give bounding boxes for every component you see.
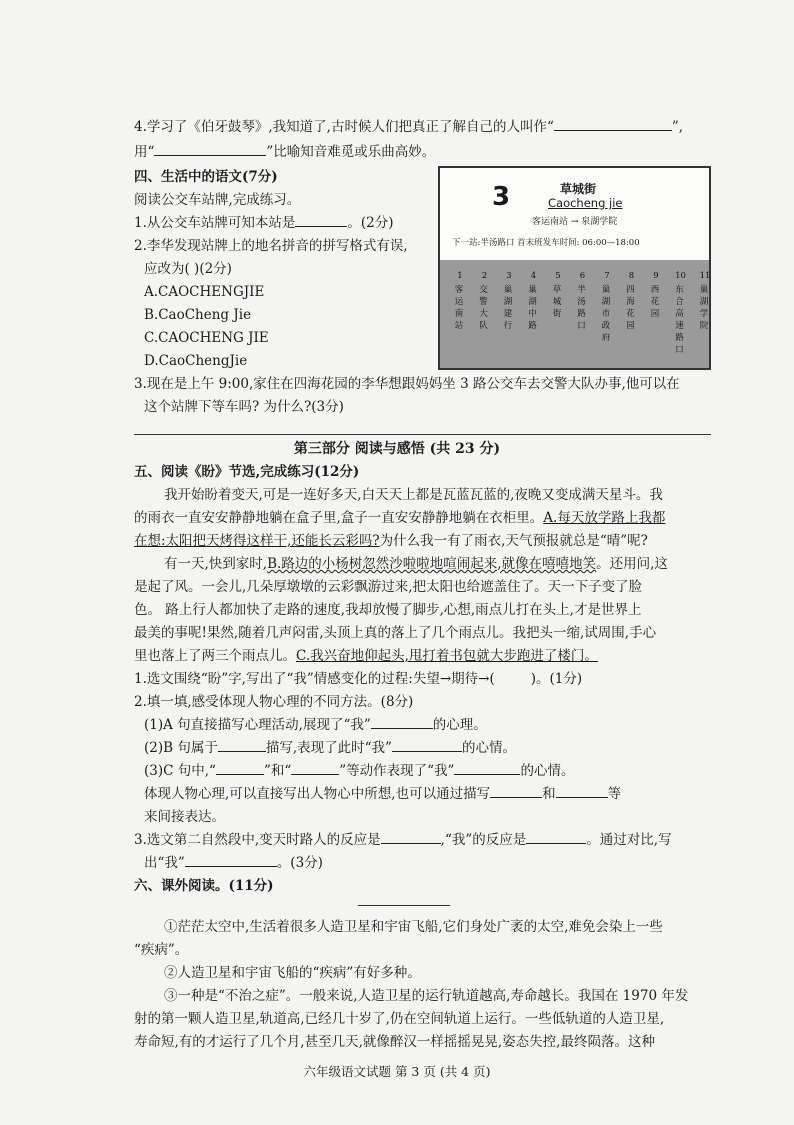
q4-blank-2[interactable] (154, 143, 266, 156)
passage6-line5: 射的第一颗人造卫星,轨道高,已经几十岁了,仍在空间轨道上运行。一些低轨道的人造卫星, (134, 1011, 665, 1027)
stop-label: 客运南站 (454, 285, 464, 331)
stop-8 (626, 270, 638, 332)
q4-line1: 4.学习了《伯牙鼓琴》,我知道了,古时候人们把真正了解自己的人叫作“ ”, (134, 119, 684, 135)
section5-q2-3: (3)C 句中,“ ”和“ ”等动作表现了“我” 的心情。 (144, 763, 575, 779)
stop-label: 巢湖市政府 (601, 285, 611, 343)
q2-4-blank-2[interactable] (556, 785, 608, 798)
sentence-c: C.我兴奋地仰起头,甩打着书包就大步跑进了楼门。 (296, 648, 598, 664)
stop-label: 巢湖学院 (699, 285, 709, 331)
sentence-a-part2: 在想:太阳把天烤得这样干,还能长云彩吗? (134, 533, 380, 549)
q4-line2: 用“ ”比喻知音难觅或乐曲高妙。 (134, 144, 436, 160)
section6-heading: 六、课外阅读。(11分) (134, 878, 274, 894)
q2-4-blank-1[interactable] (490, 785, 542, 798)
passage5-line4: 有一天,快到家时,B.路边的小杨树忽然沙啦啦地喧闹起来,就像在嘻嘻地笑。还用问,这 (164, 556, 668, 572)
passage6-line3: ②人造卫星和宇宙飞船的“疾病”有好多种。 (164, 965, 421, 981)
stop-7 (601, 270, 613, 344)
stop-5 (552, 270, 564, 320)
q3-blank-3[interactable] (185, 854, 277, 867)
passage6-line2: “疾病”。 (134, 942, 189, 958)
stop-number: 4 (530, 271, 537, 281)
stop-number: 10 (675, 271, 686, 281)
q4-blank-1[interactable] (554, 118, 672, 131)
stop-label: 东合高速路口 (675, 285, 684, 355)
q2-1-blank[interactable] (371, 716, 433, 729)
q2-2-blank-2[interactable] (392, 739, 462, 752)
passage5-line5: 是起了风。一会儿,几朵厚墩墩的云彩飘游过来,把太阳也给遮盖住了。天一下子变了脸 (134, 579, 643, 595)
next-stop-info: 下一站:半汤路口 首末班发车时间: 06:00—18:00 (452, 238, 640, 248)
stop-list (440, 260, 709, 368)
section4-q1: 1.从公交车站牌可知本站是 。(2分) (134, 215, 394, 231)
stop-label: 西花园 (650, 285, 660, 319)
route-number: 3 (492, 182, 511, 212)
stop-number: 8 (628, 271, 635, 281)
option-a[interactable]: A.CAOCHENGJIE (144, 284, 265, 300)
part3-title: 第三部分 阅读与感悟 (共 23 分) (293, 441, 501, 457)
passage6-line4: ③一种是“不治之症”。一般来说,人造卫星的运行轨道越高,寿命越长。我国在 1970 年发 (164, 988, 689, 1004)
stop-number: 1 (457, 271, 463, 281)
passage5-line1: 我开始盼着变天,可是一连好多天,白天天上都是瓦蓝瓦蓝的,夜晚又变成满天星斗。我 (164, 487, 663, 503)
section4-q1-blank[interactable] (295, 214, 347, 227)
sign-header (440, 168, 709, 258)
stop-number: 6 (579, 271, 586, 281)
stop-10 (675, 270, 687, 356)
stop-number: 7 (604, 271, 610, 281)
section5-q3-cont: 出“我” 。(3分) (144, 855, 323, 871)
passage5-line8: 里也落上了两三个雨点儿。C.我兴奋地仰起头,甩打着书包就大步跑进了楼门。 (134, 648, 598, 664)
route-direction: 客运南站 → 泉湖学院 (532, 217, 618, 227)
q2-3-blank-1[interactable] (216, 762, 264, 775)
section4-q2-line2: 应改为( )(2分) (144, 261, 232, 277)
stop-number: 11 (699, 271, 711, 281)
section5-q2: 2.填一填,感受体现人物心理的不同方法。(8分) (134, 694, 414, 710)
stop-2 (479, 270, 491, 332)
stop-number: 3 (506, 271, 512, 281)
section5-q2-2: (2)B 句属于 描写,表现了此时“我” 的心情。 (144, 740, 516, 756)
stop-name: 草城街 (560, 182, 597, 196)
q3-blank-2[interactable] (526, 831, 586, 844)
stop-number: 5 (555, 271, 561, 281)
page-footer: 六年级语文试题 第 3 页 (共 4 页) (303, 1064, 491, 1079)
stop-label: 半汤路口 (577, 285, 586, 331)
stop-1 (454, 270, 466, 332)
option-d[interactable]: D.CaoChengJie (144, 353, 248, 369)
stop-number: 9 (653, 271, 659, 281)
sentence-a-part1: A.每天放学路上我都 (543, 510, 666, 526)
q3-blank-1[interactable] (381, 831, 441, 844)
stop-label: 交警大队 (479, 285, 488, 331)
section5-q2-4: 体现人物心理,可以直接写出人物心中所想,也可以通过描写 和 等 (144, 786, 622, 802)
stop-4 (528, 270, 540, 332)
section5-heading: 五、阅读《盼》节选,完成练习(12分) (134, 464, 360, 480)
q2-3-blank-2[interactable] (291, 762, 339, 775)
section5-q2-5: 来间接表达。 (144, 809, 225, 825)
passage6-line6: 寿命短,有的才运行了几个月,甚至几天,就像醉汉一样摇摇晃晃,姿态失控,最终陨落。这种 (134, 1034, 655, 1050)
passage5-line7: 最美的事呢!果然,随着几声闷雷,头顶上真的落上了几个雨点儿。我把头一缩,试周围,手心 (134, 625, 657, 641)
stop-label: 四海花园 (626, 285, 635, 331)
stop-number: 2 (481, 271, 488, 281)
stop-11 (699, 270, 711, 332)
passage5-line2: 的雨衣一直安安静静地躺在盒子里,盒子一直安安静静地躺在衣柜里。A.每天放学路上我都 (134, 510, 666, 526)
passage5-line3: 在想:太阳把天烤得这样干,还能长云彩吗?为什么我一有了雨衣,天气预报就总是“晴”呢? (134, 533, 648, 549)
option-b[interactable]: B.CaoCheng Jie (144, 307, 252, 323)
stop-6 (577, 270, 589, 332)
stop-label: 草城街 (552, 285, 562, 319)
section4-q3-line1: 3.现在是上午 9:00,家住在四海花园的李华想跟妈妈坐 3 路公交车去交警大队办事,他可以在 (134, 376, 680, 392)
section5-q1: 1.选文围绕“盼”字,写出了“我”情感变化的过程:失望→期待→( )。(1分) (134, 671, 583, 687)
section4-intro: 阅读公交车站牌,完成练习。 (134, 192, 301, 208)
sentence-b: B.路边的小杨树忽然沙啦啦地喧闹起来,就像在嘻嘻地笑 (267, 556, 597, 572)
bus-stop-sign (438, 166, 711, 370)
passage5-line6: 色。 路上行人都加快了走路的速度,我却放慢了脚步,心想,雨点儿打在头上,才是世界上 (134, 602, 642, 618)
section4-q3-line2: 这个站牌下等车吗? 为什么?(3分) (144, 399, 344, 415)
section4-heading: 四、生活中的语文(7分) (134, 169, 278, 185)
stop-label: 巢湖中路 (528, 285, 537, 331)
q2-2-blank-1[interactable] (218, 739, 266, 752)
q2-3-blank-3[interactable] (454, 762, 520, 775)
passage6-line1: ①茫茫太空中,生活着很多人造卫星和宇宙飞船,它们身处广袤的太空,难免会染上一些 (164, 919, 663, 935)
section5-q2-1: (1)A 句直接描写心理活动,展现了“我” 的心理。 (144, 717, 487, 733)
stop-label: 巢湖建行 (503, 285, 513, 331)
divider-line (134, 434, 711, 435)
title-blank-line[interactable] (358, 905, 450, 906)
stop-3 (503, 270, 515, 332)
stop-9 (650, 270, 662, 320)
option-c[interactable]: C.CAOCHENG JIE (144, 330, 269, 346)
stop-pinyin: Caocheng jie (548, 196, 623, 210)
section5-q3: 3.选文第二自然段中,变天时路人的反应是 ,“我”的反应是 。通过对比,写 (134, 832, 672, 848)
section4-q2-line1: 2.李华发现站牌上的地名拼音的拼写格式有误, (134, 238, 408, 254)
